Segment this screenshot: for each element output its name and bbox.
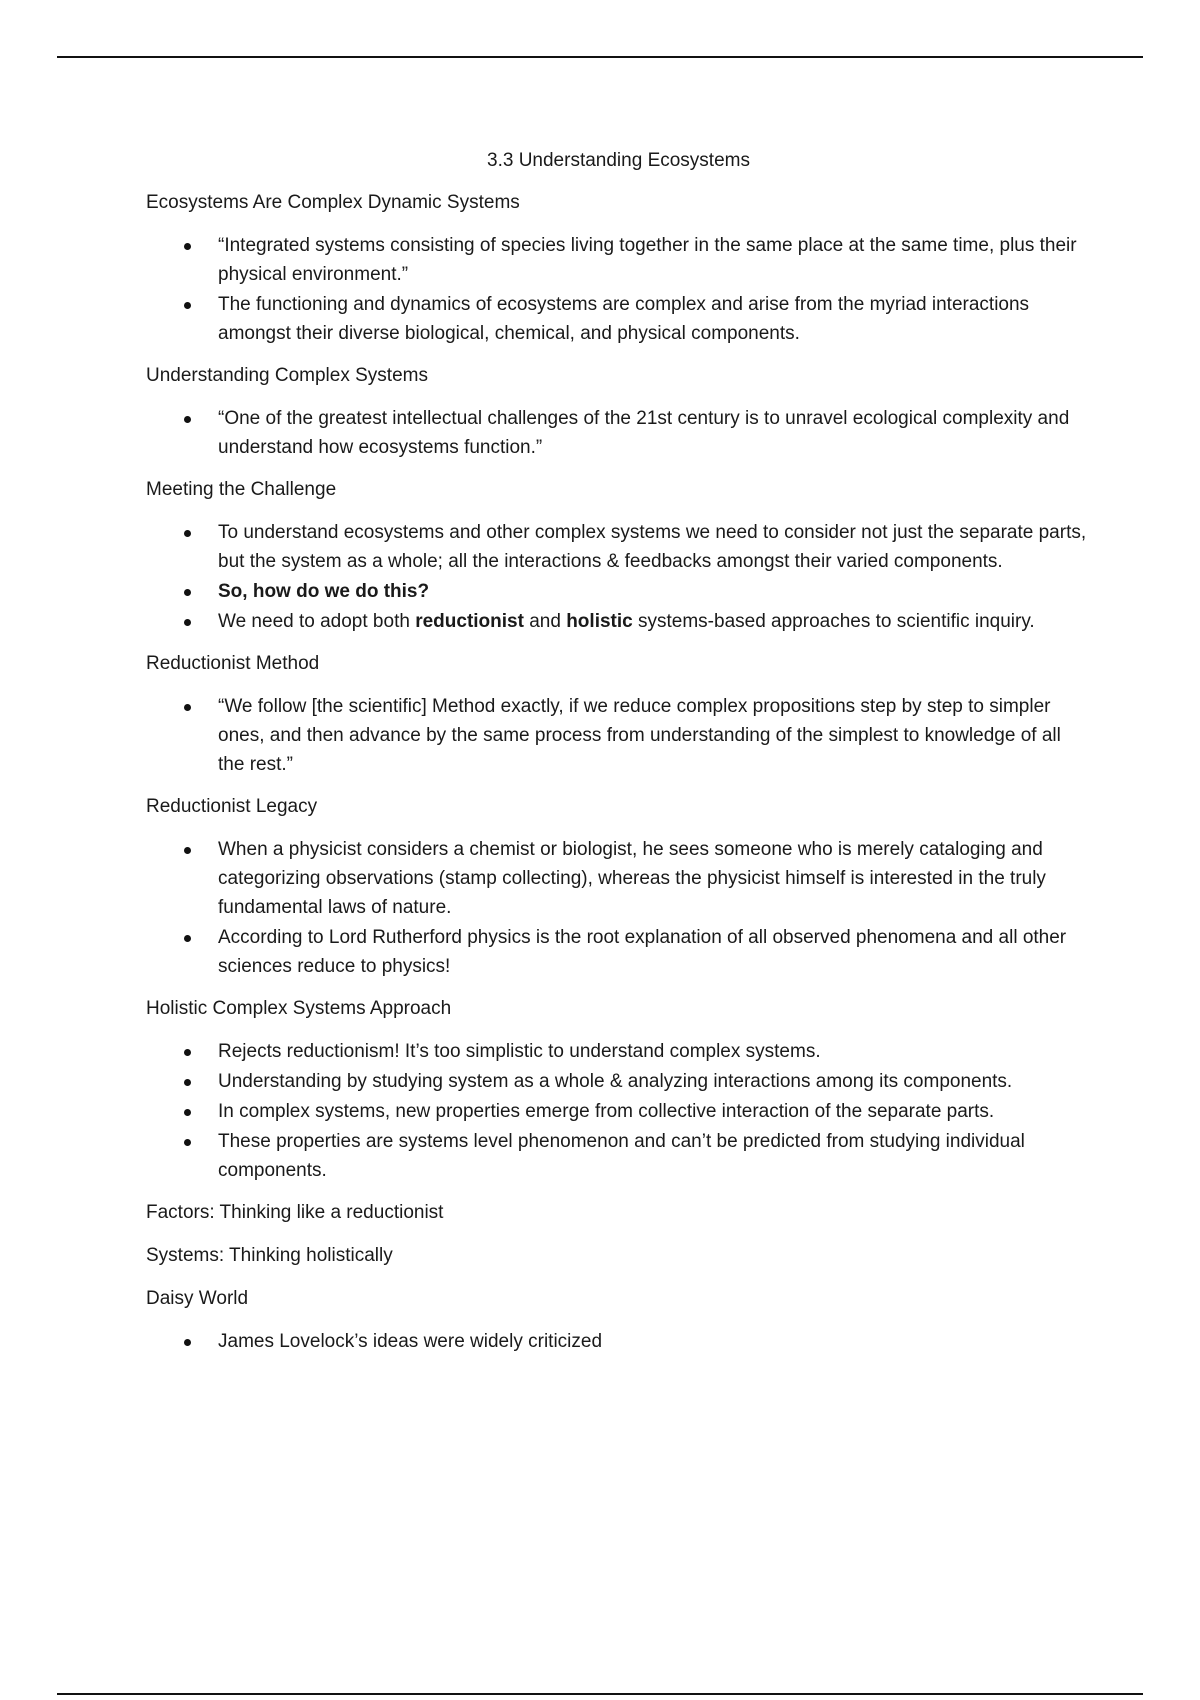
bullet-list-reductionist-method	[146, 692, 1091, 779]
list-item: We need to adopt both reductionist and holistic systems-based approaches to scientific inquiry.	[146, 607, 1091, 636]
section-heading-reductionist-legacy: Reductionist Legacy	[146, 796, 318, 817]
list-item: “One of the greatest intellectual challenges of the 21st century is to unravel ecological complexity and understand how ecosystems function.”	[146, 404, 1091, 462]
top-rule	[57, 56, 1143, 58]
bullet-icon	[184, 1079, 191, 1086]
list-item: To understand ecosystems and other complex systems we need to consider not just the separate parts, but the system as a whole; all the interactions & feedbacks amongst their varied components.	[146, 518, 1091, 576]
bullet-icon	[184, 1139, 191, 1146]
page-title: 3.3 Understanding Ecosystems	[487, 150, 750, 171]
factors-line: Factors: Thinking like a reductionist	[146, 1202, 444, 1223]
bullet-list-daisy-world	[146, 1327, 1091, 1356]
section-heading-challenge: Meeting the Challenge	[146, 479, 337, 500]
bullet-icon	[184, 1339, 191, 1346]
document-body	[146, 146, 1091, 1369]
bullet-list-reductionist-legacy	[146, 835, 1091, 981]
bullet-icon	[184, 416, 191, 423]
list-item: “Integrated systems consisting of species living together in the same place at the same time, plus their physical environment.”	[146, 231, 1091, 289]
bullet-icon	[184, 302, 191, 309]
list-item: The functioning and dynamics of ecosystems are complex and arise from the myriad interactions amongst their diverse biological, chemical, and physical components.	[146, 290, 1091, 348]
bottom-rule	[57, 1693, 1143, 1695]
bullet-icon	[184, 1049, 191, 1056]
section-heading-daisy-world: Daisy World	[146, 1288, 249, 1309]
bullet-list-ecosystems	[146, 231, 1091, 348]
list-item: “We follow [the scientific] Method exactly, if we reduce complex propositions step by step to simpler ones, and then advance by the same process from understanding of the simplest to knowledge of all the rest.”	[146, 692, 1091, 779]
bullet-icon	[184, 704, 191, 711]
bullet-list-holistic	[146, 1037, 1091, 1185]
bullet-icon	[184, 243, 191, 250]
list-item: James Lovelock’s ideas were widely criticized	[146, 1327, 1091, 1356]
bullet-icon	[184, 1109, 191, 1116]
systems-line: Systems: Thinking holistically	[146, 1245, 393, 1266]
bullet-icon	[184, 847, 191, 854]
bullet-list-complex-systems	[146, 404, 1091, 462]
section-heading-complex-systems: Understanding Complex Systems	[146, 365, 428, 386]
bullet-icon	[184, 935, 191, 942]
list-item: In complex systems, new properties emerge from collective interaction of the separate parts.	[146, 1097, 1091, 1126]
list-item: Rejects reductionism! It’s too simplistic to understand complex systems.	[146, 1037, 1091, 1066]
bullet-icon	[184, 619, 191, 626]
list-item: When a physicist considers a chemist or biologist, he sees someone who is merely cataloging and categorizing observations (stamp collecting), whereas the physicist himself is interested in the truly fundamental laws of nature.	[146, 835, 1091, 922]
list-item: So, how do we do this?	[146, 577, 1091, 606]
section-heading-holistic: Holistic Complex Systems Approach	[146, 998, 452, 1019]
list-item: These properties are systems level phenomenon and can’t be predicted from studying individual components.	[146, 1127, 1091, 1185]
list-item: Understanding by studying system as a whole & analyzing interactions among its components.	[146, 1067, 1091, 1096]
bullet-icon	[184, 589, 191, 596]
section-heading-reductionist-method: Reductionist Method	[146, 653, 320, 674]
list-item: According to Lord Rutherford physics is the root explanation of all observed phenomena and all other sciences reduce to physics!	[146, 923, 1091, 981]
bullet-list-challenge	[146, 518, 1091, 636]
bullet-icon	[184, 530, 191, 537]
section-heading-ecosystems: Ecosystems Are Complex Dynamic Systems	[146, 192, 520, 213]
